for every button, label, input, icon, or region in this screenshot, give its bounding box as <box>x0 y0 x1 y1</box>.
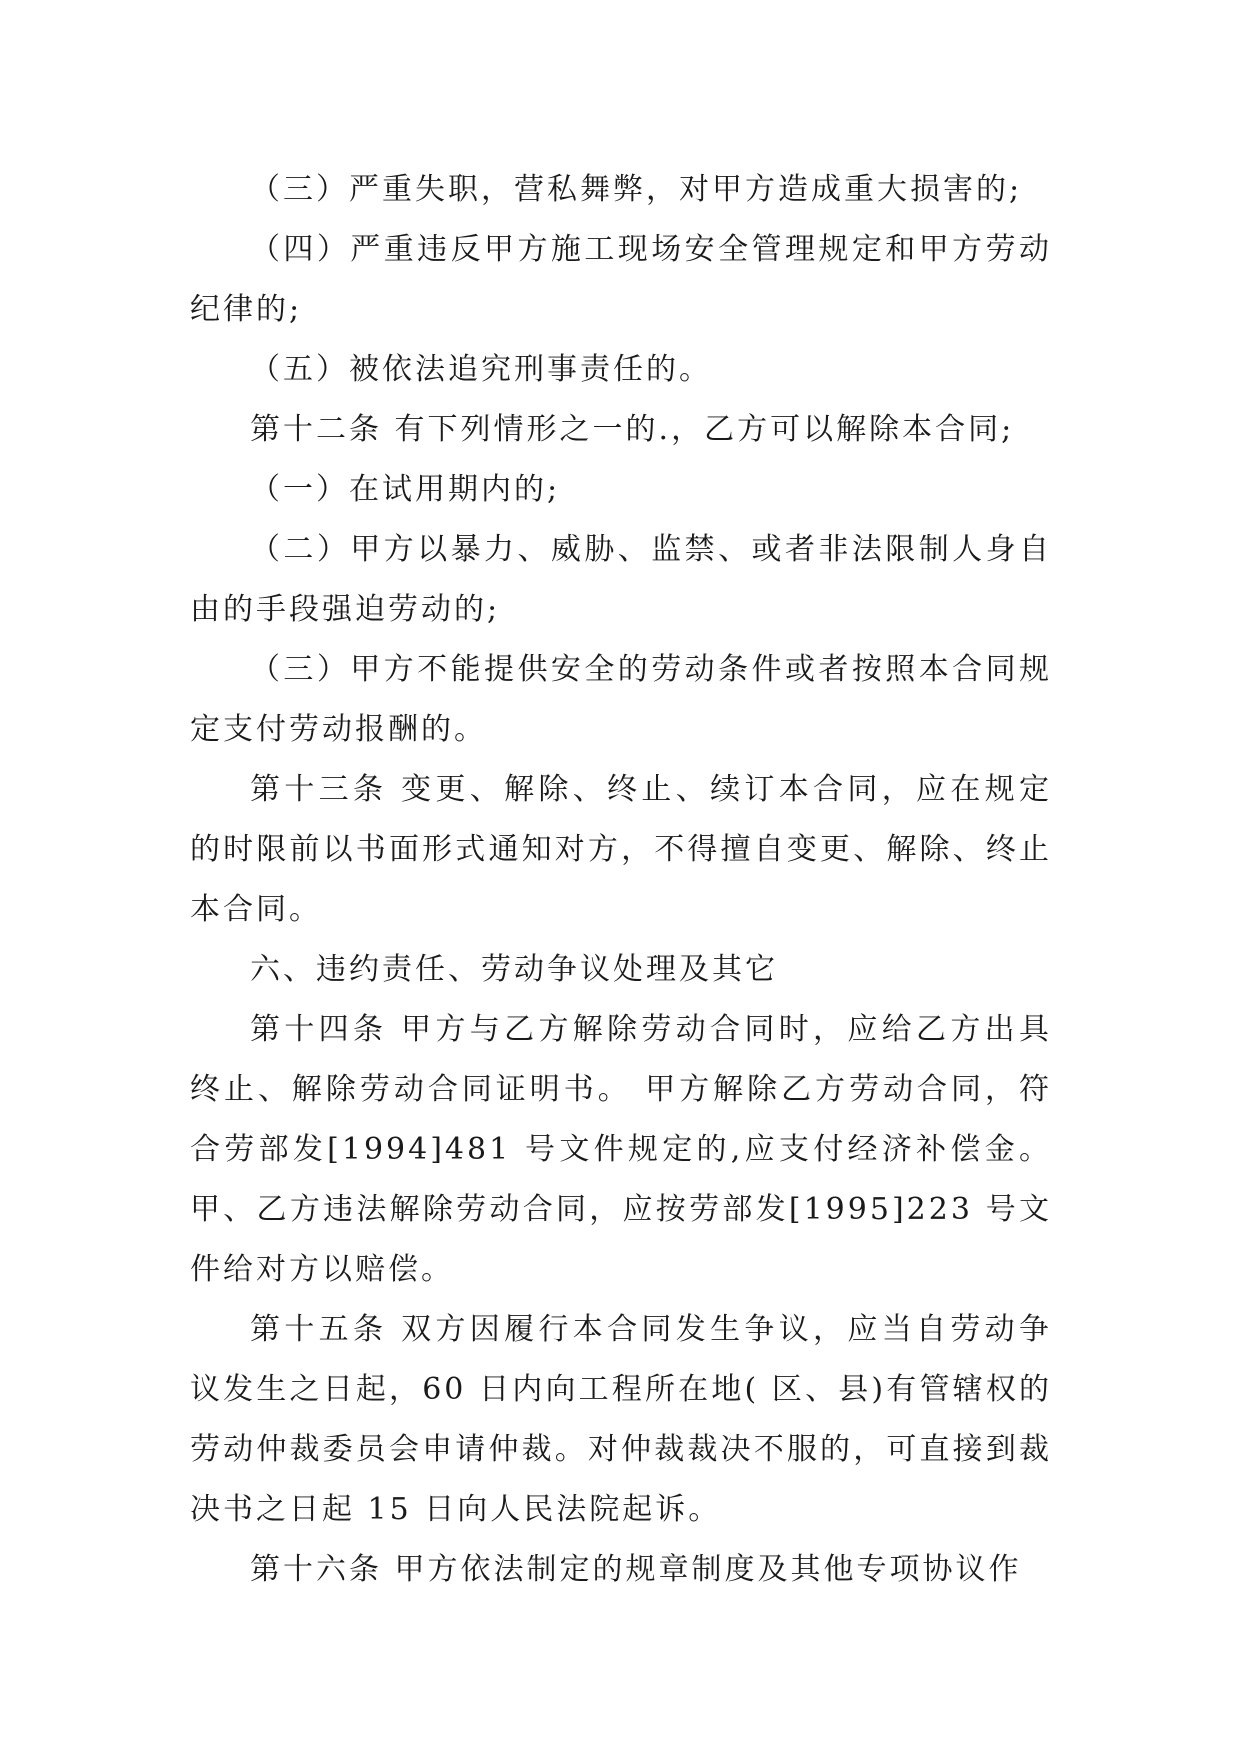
paragraph-clause-3: （三）严重失职，营私舞弊，对甲方造成重大损害的; <box>250 172 1023 207</box>
document-body <box>190 160 1052 1600</box>
paragraph-article-15: 第十五条 双方因履行本合同发生争议，应当自劳动争议发生之日起，60 日内向工程所在地( 区、县)有管辖权的劳动仲裁委员会申请仲裁。对仲裁裁决不服的，可直接到裁决书之日起 15 日向人民法院起诉。 <box>190 1312 1052 1527</box>
paragraph-article-14: 第十四条 甲方与乙方解除劳动合同时，应给乙方出具终止、解除劳动合同证明书。 甲方解除乙方劳动合同，符合劳部发[1994]481 号文件规定的,应支付经济补偿金。甲、乙方违法解除劳动合同，应按劳部发[1995]223 号文件给对方以赔偿。 <box>190 1012 1052 1287</box>
section-heading-6: 六、违约责任、劳动争议处理及其它 <box>250 952 778 987</box>
paragraph-clause-5: （五）被依法追究刑事责任的。 <box>250 352 712 387</box>
paragraph-article-13: 第十三条 变更、解除、终止、续订本合同，应在规定的时限前以书面形式通知对方，不得擅自变更、解除、终止本合同。 <box>190 772 1052 927</box>
paragraph-article-12-item-2: （二）甲方以暴力、威胁、监禁、或者非法限制人身自由的手段强迫劳动的; <box>190 532 1052 627</box>
paragraph-article-12-item-3: （三）甲方不能提供安全的劳动条件或者按照本合同规定支付劳动报酬的。 <box>190 652 1052 747</box>
paragraph-article-12-item-1: （一）在试用期内的; <box>250 472 561 507</box>
paragraph-clause-4: （四）严重违反甲方施工现场安全管理规定和甲方劳动纪律的; <box>190 232 1052 327</box>
paragraph-article-16: 第十六条 甲方依法制定的规章制度及其他专项协议作 <box>250 1552 1022 1587</box>
paragraph-article-12: 第十二条 有下列情形之一的.，乙方可以解除本合同; <box>250 412 1015 447</box>
